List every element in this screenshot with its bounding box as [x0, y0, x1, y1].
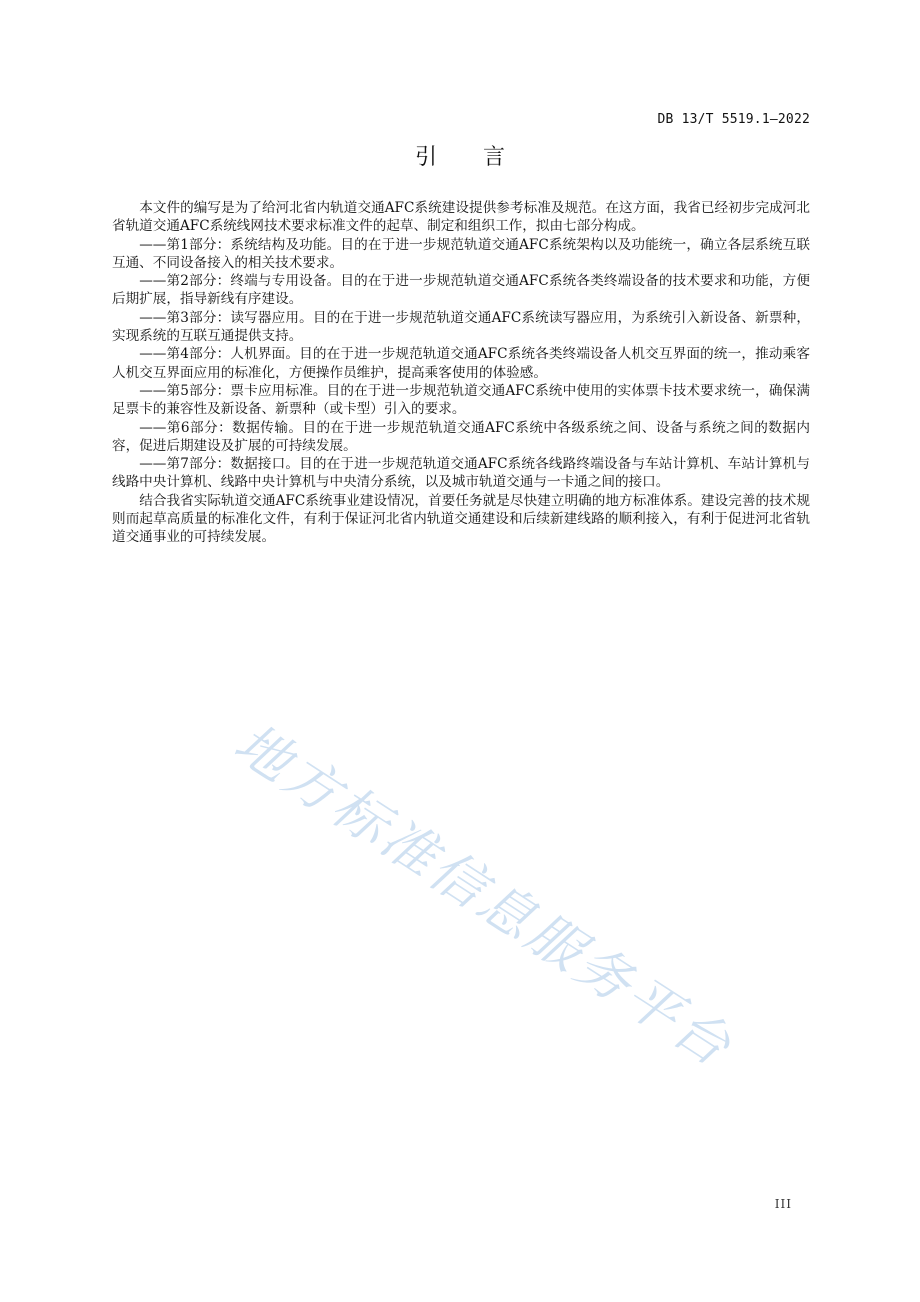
part-4-paragraph: ——第4部分：人机界面。目的在于进一步规范轨道交通AFC系统各类终端设备人机交互界面的统一，推动乘客人机交互界面应用的标准化，方便操作员维护，提高乘客使用的体验感。: [112, 346, 810, 381]
page-number: III: [774, 1197, 792, 1211]
page-title: 引言: [414, 145, 551, 170]
document-code: DB 13/T 5519.1—2022: [657, 112, 810, 127]
part-1-paragraph: ——第1部分：系统结构及功能。目的在于进一步规范轨道交通AFC系统架构以及功能统一，确立各层系统互联互通、不同设备接入的相关技术要求。: [112, 236, 810, 271]
part-2-paragraph: ——第2部分：终端与专用设备。目的在于进一步规范轨道交通AFC系统各类终端设备的技术要求和功能，方便后期扩展，指导新线有序建设。: [112, 273, 810, 308]
intro-paragraph: 本文件的编写是为了给河北省内轨道交通AFC系统建设提供参考标准及规范。在这方面，我省已经初步完成河北省轨道交通AFC系统线网技术要求标准文件的起草、制定和组织工作，拟由七部分构成。: [112, 200, 810, 235]
part-7-paragraph: ——第7部分：数据接口。目的在于进一步规范轨道交通AFC系统各线路终端设备与车站计算机、车站计算机与线路中央计算机、线路中央计算机与中央清分系统，以及城市轨道交通与一卡通之间的接口。: [112, 456, 810, 491]
part-3-paragraph: ——第3部分：读写器应用。目的在于进一步规范轨道交通AFC系统读写器应用，为系统引入新设备、新票种，实现系统的互联互通提供支持。: [112, 309, 810, 345]
body-text: [112, 199, 810, 547]
part-5-paragraph: ——第5部分：票卡应用标准。目的在于进一步规范轨道交通AFC系统中使用的实体票卡技术要求统一，确保满足票卡的兼容性及新设备、新票种（或卡型）引入的要求。: [112, 382, 810, 418]
conclusion-paragraph: 结合我省实际轨道交通AFC系统事业建设情况，首要任务就是尽快建立明确的地方标准体系。建设完善的技术规则而起草高质量的标准化文件，有利于保证河北省内轨道交通建设和后续新建线路的顺利接入，有利于促进河北省轨道交通事业的可持续发展。: [112, 492, 810, 546]
part-6-paragraph: ——第6部分：数据传输。目的在于进一步规范轨道交通AFC系统中各级系统之间、设备与系统之间的数据内容，促进后期建设及扩展的可持续发展。: [112, 419, 810, 454]
watermark: 地方标准信息服务平台: [223, 710, 745, 1080]
